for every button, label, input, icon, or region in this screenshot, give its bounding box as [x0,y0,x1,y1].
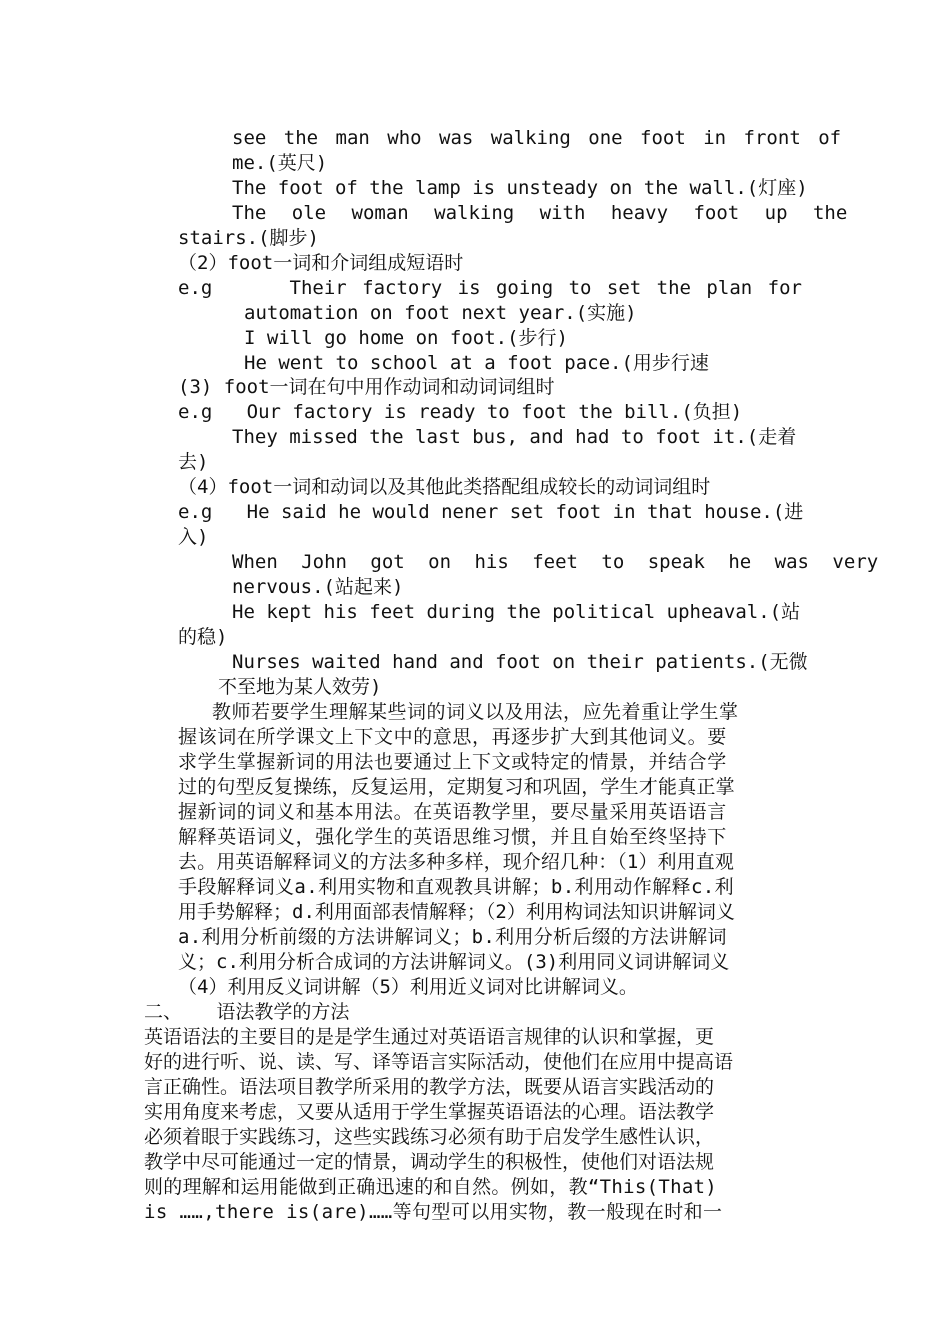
text-line: 不至地为某人效劳) [218,676,382,698]
paragraph-line: is ……,there is(are)……等句型可以用实物，教一般现在时和一 [144,1201,723,1223]
paragraph-line: 则的理解和运用能做到正确迅速的和自然。例如，教“This(That) [144,1176,718,1198]
paragraph-line: 教学中尽可能通过一定的情景，调动学生的积极性，使他们对语法规 [144,1151,715,1173]
section-heading: （2）foot一词和介词组成短语时 [178,252,464,274]
paragraph-line: 言正确性。语法项目教学所采用的教学方法，既要从语言实践活动的 [144,1076,715,1098]
text-line: automation on foot next year.(实施) [244,302,637,324]
paragraph-line: 去。用英语解释词义的方法多种多样，现介绍几种：（1）利用直观 [178,851,734,873]
section-heading: (3) foot一词在句中用作动词和动词词组时 [178,376,555,398]
paragraph-line: 求学生掌握新词的用法也要通过上下文或特定的情景，并结合学 [178,751,727,773]
paragraph-line: 教师若要学生理解某些词的词义以及用法，应先着重让学生掌 [212,701,739,723]
paragraph-line: 过的句型反复操练，反复运用，定期复习和巩固，学生才能真正掌 [178,776,735,798]
paragraph-line: a.利用分析前缀的方法讲解词义；b.利用分析后缀的方法讲解词 [178,926,727,948]
paragraph-line: 好的进行听、说、读、写、译等语言实际活动，使他们在应用中提高语 [144,1051,734,1073]
text-line: see the man who was walking one foot in front of [232,127,842,149]
paragraph-line: 义；c.利用分析合成词的方法讲解词义。(3)利用同义词讲解词义 [178,951,730,973]
text-line: The foot of the lamp is unsteady on the wall.(灯座) [232,177,808,199]
paragraph-line: 解释英语词义，强化学生的英语思维习惯，并且自始至终坚持下 [178,826,727,848]
paragraph-line: （4）利用反义词讲解（5）利用近义词对比讲解词义。 [178,976,638,998]
paragraph-line: 握该词在所学课文上下文中的意思，再逐步扩大到其他词义。要 [178,726,727,748]
text-line: Nurses waited hand and foot on their patients.(无微 [232,651,808,673]
paragraph-line: 必须着眼于实践练习，这些实践练习必须有助于启发学生感性认识， [144,1126,715,1148]
paragraph-line: 英语语法的主要目的是是学生通过对英语语言规律的认识和掌握，更 [144,1026,715,1048]
text-line: nervous.(站起来) [232,576,404,598]
paragraph-line: 用手势解释；d.利用面部表情解释；（2）利用构词法知识讲解词义 [178,901,735,923]
text-line: e.g He said he would nener set foot in that house.(进 [178,501,804,523]
paragraph-line: 握新词的词义和基本用法。在英语教学里，要尽量采用英语语言 [178,801,727,823]
section-heading: （4）foot一词和动词以及其他此类搭配组成较长的动词词组时 [178,476,711,498]
text-line: When John got on his feet to speak he was very [232,551,879,573]
text-line: stairs.(脚步) [178,227,319,249]
text-line: He kept his feet during the political upheaval.(站 [232,601,801,623]
text-line: e.g Their factory is going to set the plan for [178,277,802,299]
paragraph-line: 手段解释词义a.利用实物和直观教具讲解；b.利用动作解释c.利 [178,876,735,898]
text-line: The ole woman walking with heavy foot up the [232,202,848,224]
text-line: 去) [178,451,209,473]
text-line: He went to school at a foot pace.(用步行速 [244,352,709,374]
section-heading: 二、 语法教学的方法 [144,1001,350,1023]
text-line: I will go home on foot.(步行) [244,327,568,349]
paragraph-line: 实用角度来考虑，又要从适用于学生掌握英语语法的心理。语法教学 [144,1101,715,1123]
text-line: They missed the last bus, and had to foot it.(走着 [232,426,797,448]
text-line: 入) [178,526,209,548]
text-line: 的稳) [178,626,228,648]
text-line: me.(英尺) [232,152,328,174]
text-line: e.g Our factory is ready to foot the bill.(负担) [178,401,743,423]
